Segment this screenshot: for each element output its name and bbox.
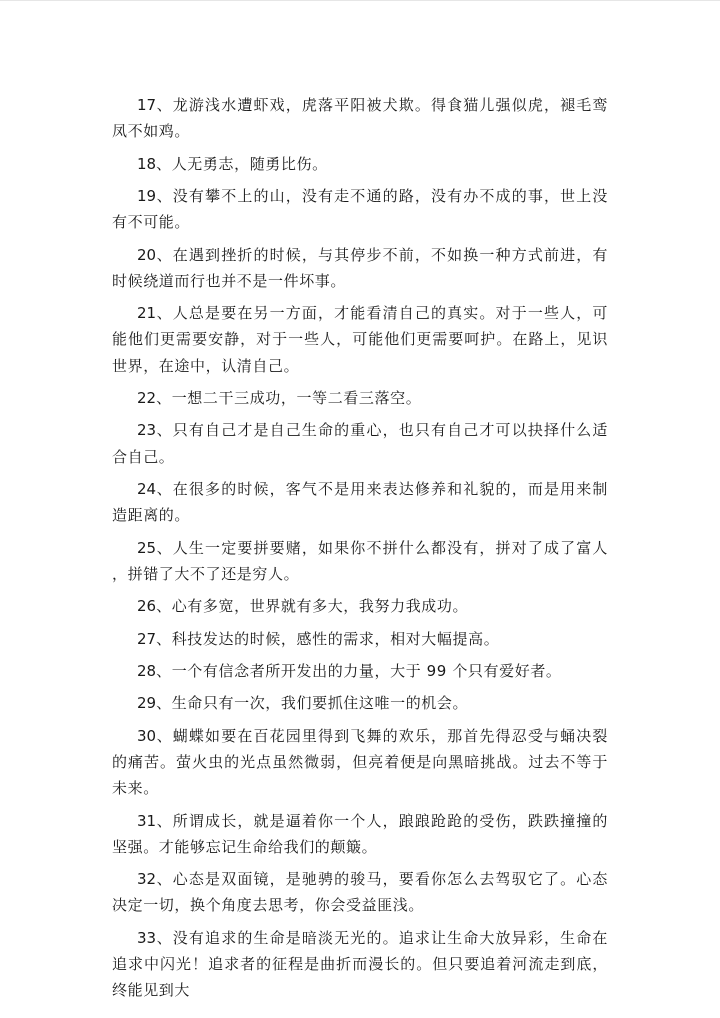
paragraph-number: 21 bbox=[137, 304, 157, 323]
paragraph-30 bbox=[112, 723, 608, 802]
paragraph-31 bbox=[112, 808, 608, 860]
paragraph-text: 、心态是双面镜，是驰骋的骏马，要看你怎么去驾驭它了。心态决定一切，换个角度去思考，你会受益匪浅。 bbox=[112, 870, 608, 915]
paragraph-text: 、在遇到挫折的时候，与其停步不前，不如换一种方式前进，有时候绕道而行也并不是一件坏事。 bbox=[112, 245, 608, 290]
paragraph-27 bbox=[112, 626, 608, 652]
paragraph-20 bbox=[112, 242, 608, 294]
paragraph-text: 、生命只有一次，我们要抓住这唯一的机会。 bbox=[156, 694, 469, 713]
paragraph-32 bbox=[112, 866, 608, 918]
paragraph-number: 17 bbox=[137, 96, 157, 114]
paragraph-24 bbox=[112, 476, 608, 528]
paragraph-number: 27 bbox=[137, 629, 157, 648]
paragraph-28 bbox=[112, 658, 608, 684]
paragraph-number: 18 bbox=[137, 154, 157, 173]
paragraph-text: 、科技发达的时候，感性的需求，相对大幅提高。 bbox=[156, 629, 500, 648]
paragraph-number: 23 bbox=[137, 421, 157, 440]
paragraph-text: 、人生一定要拼要赌，如果你不拼什么都没有，拼对了成了富人，拼错了大不了还是穷人。 bbox=[112, 538, 608, 583]
paragraph-18 bbox=[112, 151, 608, 177]
paragraph-22 bbox=[112, 385, 608, 411]
paragraph-text: 、只有自己才是自己生命的重心，也只有自己才可以抉择什么适合自己。 bbox=[112, 421, 608, 466]
paragraph-25 bbox=[112, 535, 608, 587]
paragraph-number: 25 bbox=[137, 538, 157, 557]
paragraph-text: 、心有多宽，世界就有多大，我努力我成功。 bbox=[156, 597, 469, 616]
paragraph-number: 32 bbox=[137, 870, 157, 889]
paragraph-33 bbox=[112, 925, 608, 1004]
paragraph-number: 30 bbox=[137, 726, 157, 745]
paragraph-number: 26 bbox=[137, 597, 157, 616]
paragraph-21 bbox=[112, 300, 608, 379]
paragraph-29 bbox=[112, 690, 608, 716]
paragraph-text: 、龙游浅水遭虾戏，虎落平阳被犬欺。得食猫儿强似虎，褪毛鸾凤不如鸡。 bbox=[112, 96, 608, 141]
paragraph-number: 29 bbox=[137, 694, 157, 713]
paragraph-text: 、一想二干三成功，一等二看三落空。 bbox=[156, 388, 422, 407]
paragraph-number: 31 bbox=[137, 811, 157, 830]
paragraph-17 bbox=[112, 92, 608, 144]
document-body bbox=[112, 92, 608, 1009]
paragraph-text: 、人无勇志，随勇比伤。 bbox=[156, 154, 328, 173]
paragraph-number: 22 bbox=[137, 388, 157, 407]
paragraph-19 bbox=[112, 183, 608, 235]
paragraph-26 bbox=[112, 593, 608, 619]
paragraph-text: 、没有追求的生命是暗淡无光的。追求让生命大放异彩，生命在追求中闪光！追求者的征程是曲折而漫长的。但只要追着河流走到底，终能见到大 bbox=[112, 928, 608, 1000]
paragraph-text: 、所谓成长，就是逼着你一个人，踉踉跄跄的受伤，跌跌撞撞的坚强。才能够忘记生命给我们的颠簸。 bbox=[112, 811, 608, 856]
paragraph-number: 19 bbox=[137, 186, 157, 205]
paragraph-number: 33 bbox=[137, 928, 157, 947]
paragraph-number: 28 bbox=[137, 661, 157, 680]
paragraph-text: 、蝴蝶如要在百花园里得到飞舞的欢乐，那首先得忍受与蛹决裂的痛苦。萤火虫的光点虽然微弱，但亮着便是向黑暗挑战。过去不等于未来。 bbox=[112, 726, 608, 798]
paragraph-number: 24 bbox=[137, 479, 157, 498]
paragraph-number: 20 bbox=[137, 245, 157, 264]
paragraph-text: 、一个有信念者所开发出的力量，大于 99 个只有爱好者。 bbox=[156, 661, 562, 680]
paragraph-text: 、没有攀不上的山，没有走不通的路，没有办不成的事，世上没有不可能。 bbox=[112, 186, 608, 232]
paragraph-text: 、在很多的时候，客气不是用来表达修养和礼貌的，而是用来制造距离的。 bbox=[112, 479, 608, 525]
paragraph-23 bbox=[112, 417, 608, 469]
paragraph-text: 、人总是要在另一方面，才能看清自己的真实。对于一些人，可能他们更需要安静，对于一些人，可能他们更需要呵护。在路上，见识世界，在途中，认清自己。 bbox=[112, 304, 608, 375]
